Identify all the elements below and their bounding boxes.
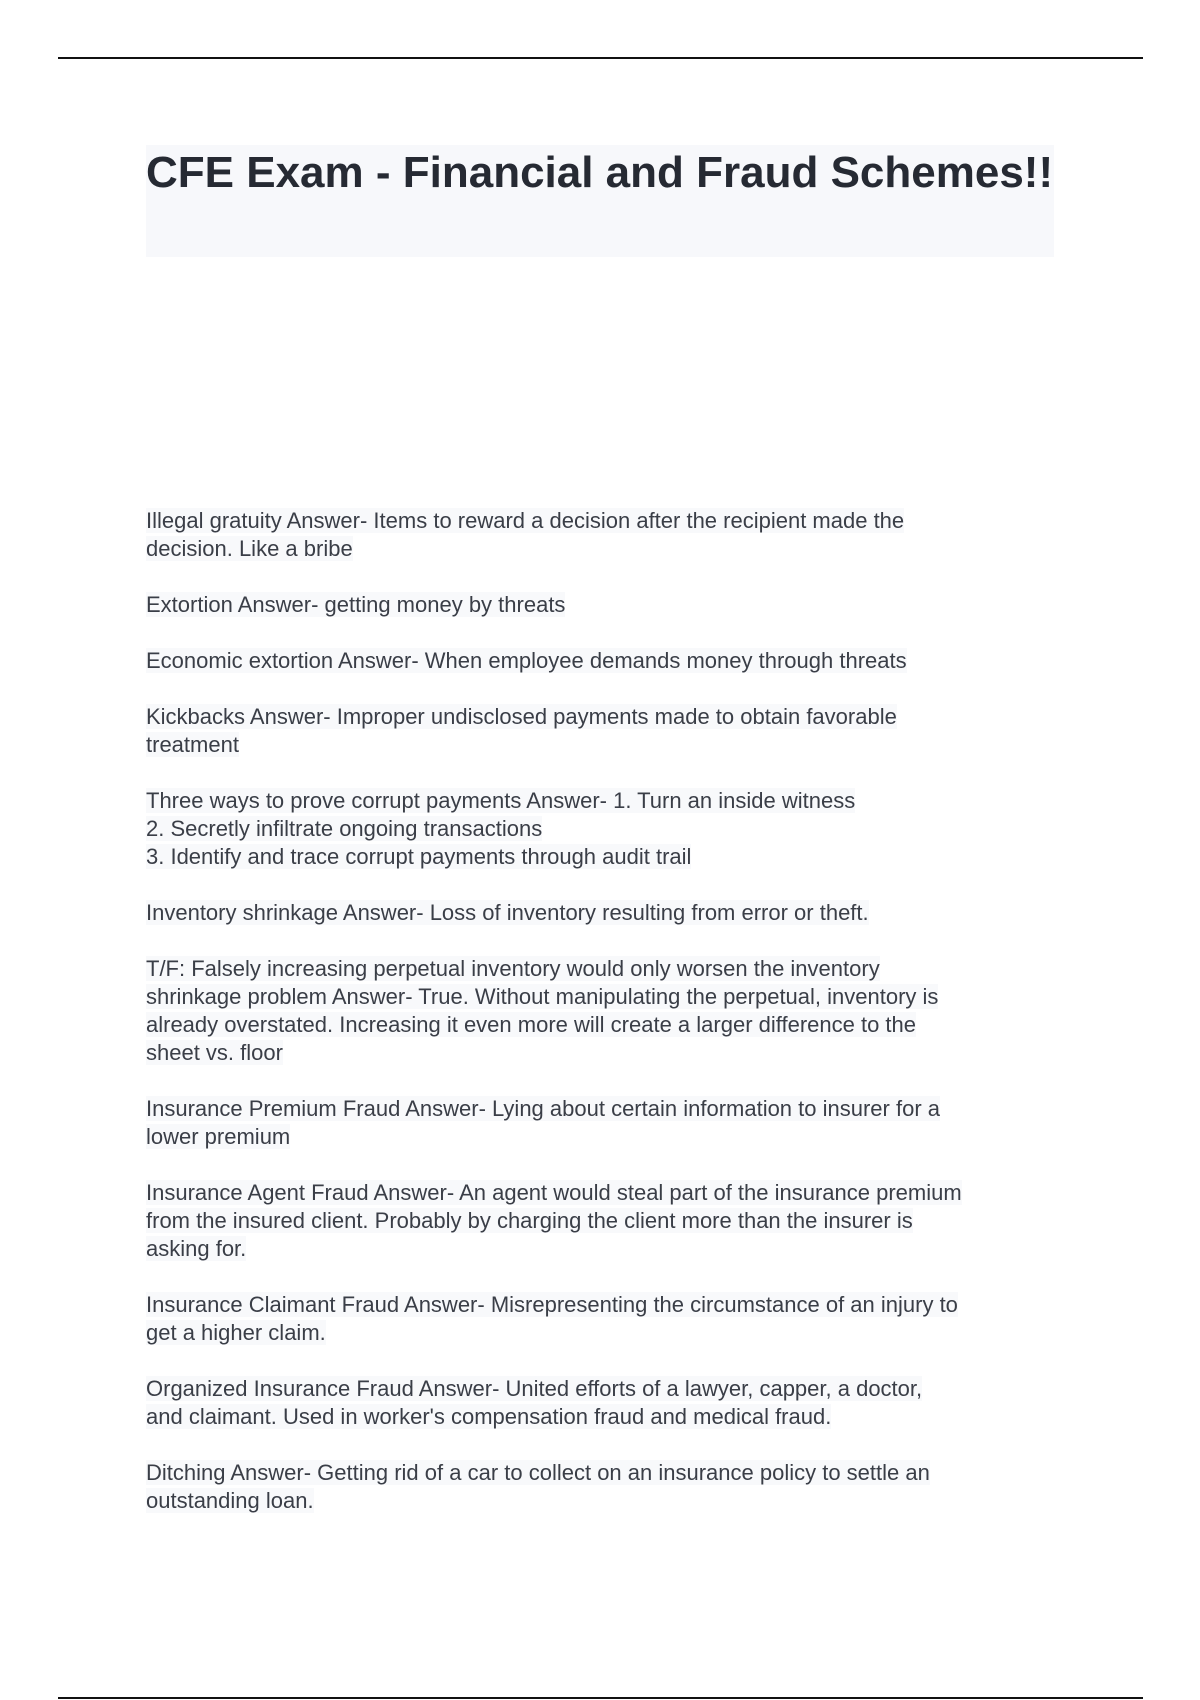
bottom-rule (58, 1697, 1143, 1699)
qa-item (146, 899, 1061, 927)
qa-item-text: Organized Insurance Fraud Answer- United efforts of a lawyer, capper, a doctor, and claimant. Used in worker's compensation fraud and medical fraud. (146, 1376, 923, 1429)
qa-item (146, 507, 1061, 563)
qa-item (146, 647, 1061, 675)
qa-item-text: Economic extortion Answer- When employee demands money through threats (146, 648, 907, 673)
qa-item (146, 591, 1061, 619)
qa-item-text: Kickbacks Answer- Improper undisclosed payments made to obtain favorable treatment (146, 704, 897, 757)
qa-item (146, 787, 1061, 871)
qa-item-text: Illegal gratuity Answer- Items to reward a decision after the recipient made the decision. Like a bribe (146, 508, 905, 561)
qa-item-text: Ditching Answer- Getting rid of a car to collect on an insurance policy to settle an outstanding loan. (146, 1460, 930, 1513)
qa-list (146, 507, 1061, 1543)
qa-item-text: T/F: Falsely increasing perpetual inventory would only worsen the inventory shrinkage problem Answer- True. Without manipulating the perpetual, inventory is already overstated. Increasing it even more will create a larger difference to the sheet vs. floor (146, 956, 939, 1065)
qa-item (146, 955, 1061, 1067)
qa-item-text: Insurance Premium Fraud Answer- Lying about certain information to insurer for a lower premium (146, 1096, 940, 1149)
qa-item-text: Extortion Answer- getting money by threats (146, 592, 566, 617)
qa-item (146, 1459, 1061, 1515)
qa-item-text: Inventory shrinkage Answer- Loss of inventory resulting from error or theft. (146, 900, 869, 925)
title-block (146, 145, 1054, 257)
document-title: CFE Exam - Financial and Fraud Schemes!! (146, 148, 1054, 197)
qa-item (146, 703, 1061, 759)
qa-item-text: Insurance Agent Fraud Answer- An agent would steal part of the insurance premium from the insured client. Probably by charging the client more than the insurer is asking for. (146, 1180, 962, 1261)
qa-item-text: Three ways to prove corrupt payments Answer- 1. Turn an inside witness 2. Secretly infiltrate ongoing transactions 3. Identify and trace corrupt payments through audit trail (146, 788, 856, 869)
qa-item (146, 1095, 1061, 1151)
qa-item-text: Insurance Claimant Fraud Answer- Misrepresenting the circumstance of an injury to get a higher claim. (146, 1292, 958, 1345)
qa-item (146, 1375, 1061, 1431)
qa-item (146, 1291, 1061, 1347)
top-rule (58, 57, 1143, 59)
qa-item (146, 1179, 1061, 1263)
